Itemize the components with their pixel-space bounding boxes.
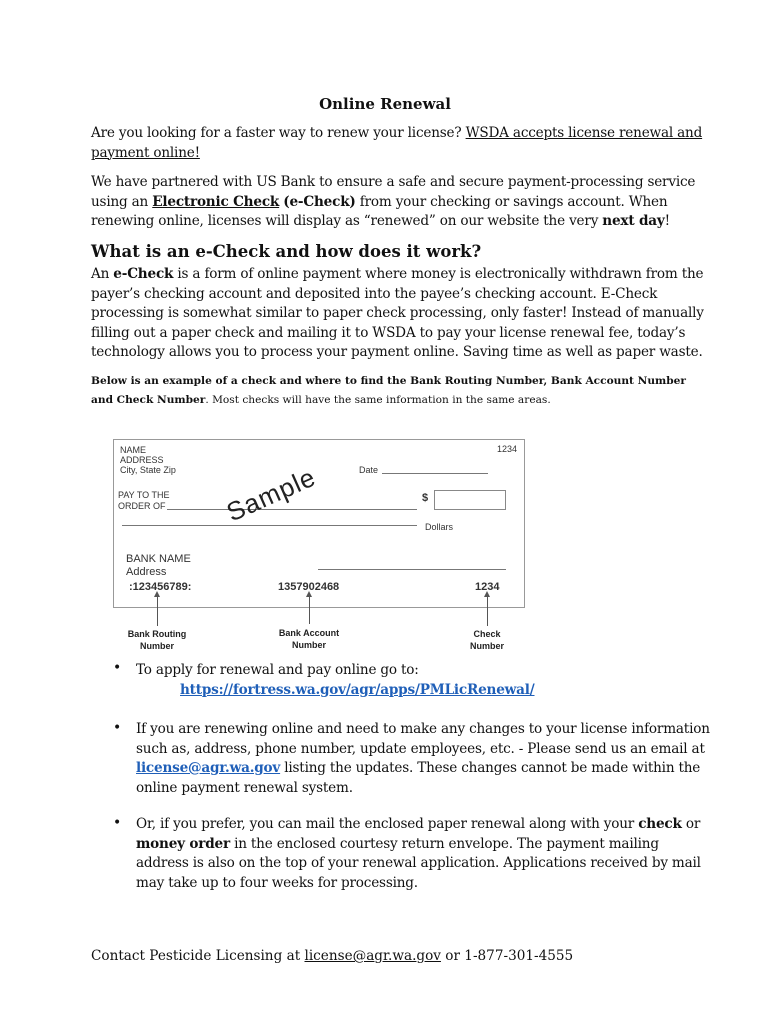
bullet-icon: •: [113, 720, 122, 736]
caption-line: Number: [469, 641, 504, 651]
intro-highlight: WSDA accepts license renewal and: [465, 125, 703, 141]
page-title: Online Renewal: [319, 95, 451, 113]
bank-info: [126, 553, 191, 579]
account-number: 1357902468: [278, 581, 340, 593]
echeck-term: e-Check: [113, 266, 174, 282]
line: An: [91, 266, 114, 282]
echeck-term: (e-Check): [283, 193, 356, 210]
amount-box: [434, 490, 506, 510]
line: technology allows you to process your payment online. Saving time as well as paper waste.: [91, 344, 703, 360]
signature-line: [318, 569, 506, 570]
line: address is also on the top of your renewal application. Applications received by mail: [136, 855, 701, 871]
payee-line: [167, 509, 417, 510]
bank-address: Address: [126, 566, 167, 578]
note-bold: and Check Number: [91, 394, 206, 406]
dollar-sign: $: [422, 492, 429, 504]
bullet-icon: •: [113, 815, 122, 831]
intro-paragraph-2: [91, 173, 695, 232]
caption-line: Check: [473, 629, 501, 639]
note-text: . Most checks will have the same information in the same areas.: [205, 394, 551, 406]
line: is a form of online payment where money is electronically withdrawn from the: [173, 266, 704, 282]
line: renewing online, licenses will display as “renewed” on our website the very: [91, 213, 603, 229]
intro-highlight-2: payment online!: [91, 144, 200, 161]
line: listing the updates. These changes cannot be made within the: [280, 760, 701, 776]
check-example-note: [91, 372, 686, 410]
check-number-arrow: [487, 596, 488, 626]
check-term: check: [638, 816, 682, 832]
footer-text: Contact Pesticide Licensing at: [91, 948, 305, 964]
next-day-term: next day: [602, 213, 665, 229]
caption-line: Bank Routing: [127, 629, 187, 639]
routing-caption: [107, 628, 207, 652]
intro-text: Are you looking for a faster way to renew your license?: [91, 125, 462, 141]
written-amount-line: [122, 525, 417, 526]
check-number-caption: [447, 628, 527, 652]
date-label: Date: [359, 465, 379, 475]
electronic-check-term: Electronic Check: [152, 193, 280, 210]
line: processing is somewhat similar to paper check processing, only faster! Instead of manually: [91, 305, 704, 321]
line: filling out a paper check and mailing it to WSDA to pay your license renewal fee, today’s: [91, 324, 686, 341]
caption-line: Number: [291, 640, 326, 650]
check-number-top: 1234: [496, 444, 517, 454]
note-bold: Below is an example of a check and where to find the Bank Routing Number, Bank Account Number: [91, 375, 686, 387]
email-link[interactable]: license@agr.wa.gov: [136, 760, 281, 776]
bullet-changes: [136, 720, 710, 798]
pay-to-label: [118, 490, 170, 512]
money-order-term: money order: [136, 835, 230, 852]
payer-address: ADDRESS: [120, 455, 164, 465]
bullet-renewal: [136, 661, 535, 700]
caption-line: Bank Account: [278, 628, 340, 638]
account-arrow: [309, 596, 310, 624]
sample-check: [113, 439, 525, 608]
line: such as, address, phone number, update employees, etc. - Please send us an email at: [136, 740, 705, 757]
line: or: [681, 816, 701, 832]
footer-phone: or 1-877-301-4555: [440, 948, 574, 964]
routing-number: :123456789:: [129, 581, 192, 593]
caption-line: Number: [139, 641, 174, 651]
echeck-description: [91, 265, 704, 363]
check-payer: [120, 445, 176, 475]
line: !: [664, 213, 670, 229]
line: may take up to four weeks for processing.: [136, 874, 418, 891]
payer-city: City, State Zip: [120, 465, 176, 475]
line: Or, if you prefer, you can mail the enclosed paper renewal along with your: [136, 816, 639, 832]
account-caption: [259, 627, 359, 651]
sample-watermark: Sample: [222, 461, 321, 528]
pay-to-line-2: ORDER OF: [118, 501, 166, 511]
line: payer’s checking account and deposited into the payee’s checking account. E-Check: [91, 285, 658, 302]
line: To apply for renewal and pay online go to:: [136, 662, 419, 678]
renewal-link[interactable]: https://fortress.wa.gov/agr/apps/PMLicRenewal/: [180, 681, 535, 698]
bullet-mail: [136, 815, 701, 893]
routing-arrow: [157, 596, 158, 626]
line: online payment renewal system.: [136, 779, 353, 796]
date-line: [382, 473, 488, 474]
bank-name: BANK NAME: [126, 553, 191, 565]
payer-name: NAME: [120, 445, 147, 455]
section-heading: What is an e-Check and how does it work?: [91, 242, 482, 261]
line: using an: [91, 193, 153, 210]
footer-email-link[interactable]: license@agr.wa.gov: [304, 948, 441, 964]
dollars-label: Dollars: [425, 522, 454, 532]
pay-to-line-1: PAY TO THE: [118, 490, 170, 500]
line: from your checking or savings account. When: [355, 193, 668, 210]
line: If you are renewing online and need to make any changes to your license information: [136, 721, 710, 737]
intro-paragraph-1: [91, 124, 702, 163]
check-number-bottom: 1234: [475, 581, 500, 593]
bullet-icon: •: [113, 660, 122, 676]
line: We have partnered with US Bank to ensure a safe and secure payment-processing service: [91, 174, 696, 190]
footer-contact: [91, 948, 573, 964]
line: in the enclosed courtesy return envelope. The payment mailing: [229, 835, 659, 852]
